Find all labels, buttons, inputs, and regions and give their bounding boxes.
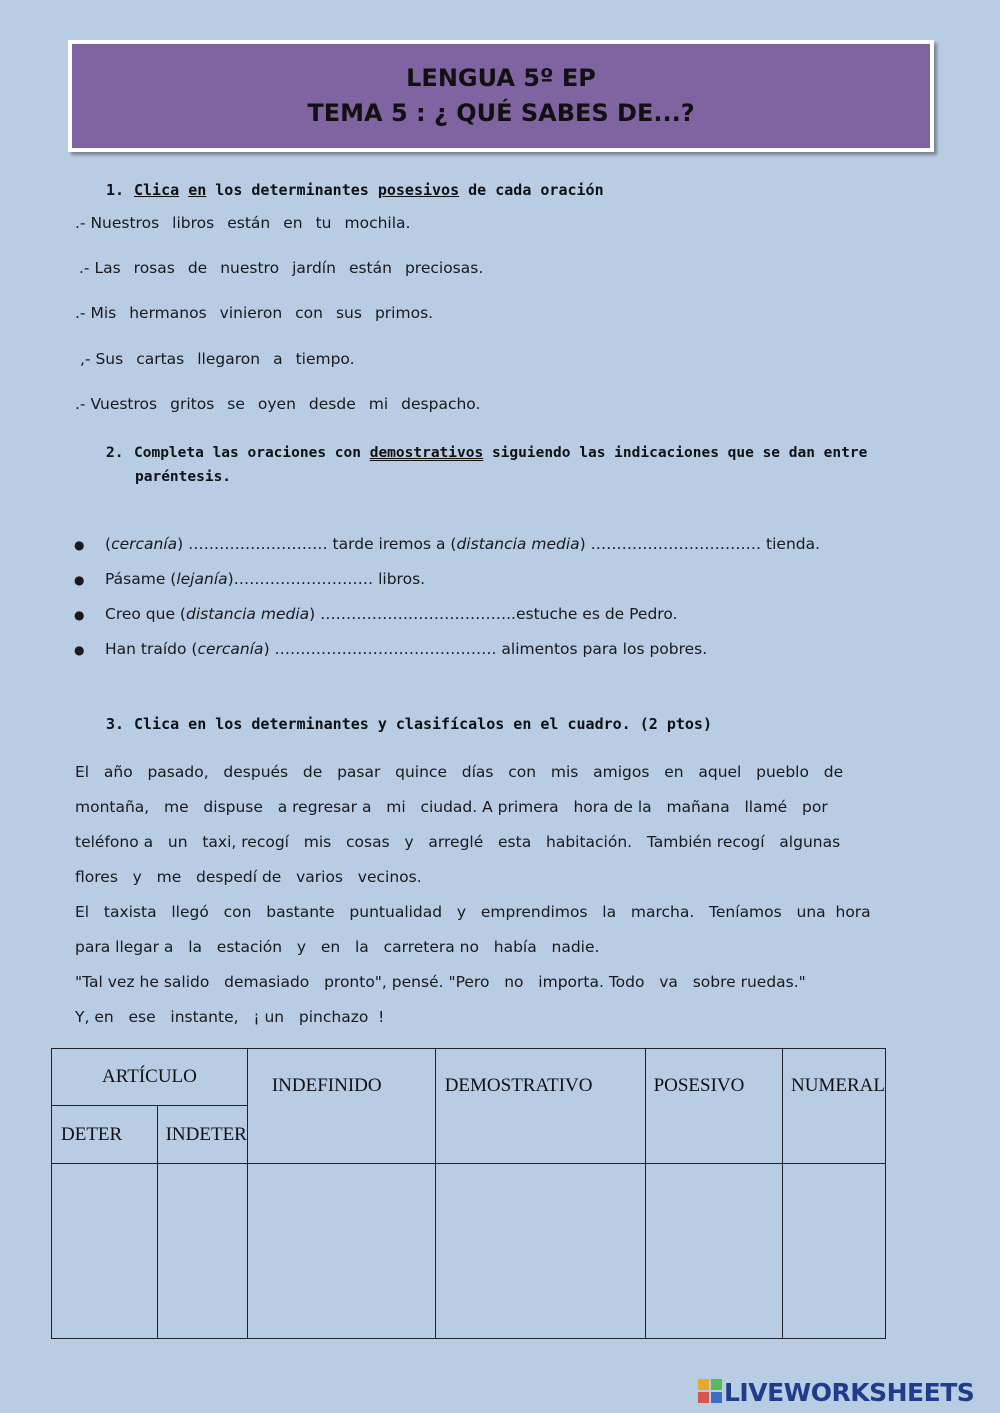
liveworksheets-icon [698, 1379, 722, 1409]
header-deter: DETER [52, 1106, 158, 1164]
word[interactable]: de [187, 259, 208, 277]
word[interactable]: oyen [257, 395, 296, 413]
sentence-5 [75, 395, 493, 413]
word[interactable]: .- Mis [75, 304, 117, 322]
word[interactable]: libros [172, 214, 215, 232]
word[interactable]: desde [308, 395, 356, 413]
sentence-4 [80, 350, 368, 368]
word[interactable]: mochila. [344, 214, 411, 232]
word[interactable]: preciosas. [404, 259, 484, 277]
blank-field[interactable]: ) ……………………… tarde iremos a ( [177, 535, 457, 553]
word[interactable]: primos. [374, 304, 434, 322]
word[interactable]: hermanos [129, 304, 207, 322]
word[interactable]: .- Nuestros [75, 214, 160, 232]
word[interactable]: tiempo. [295, 350, 355, 368]
header-indefinido: INDEFINIDO [247, 1049, 435, 1164]
word[interactable]: a [273, 350, 283, 368]
liveworksheets-logo: LIVEWORKSHEETS [698, 1378, 974, 1409]
bullet-icon: ● [74, 607, 85, 622]
word[interactable]: rosas [133, 259, 175, 277]
blank-field[interactable]: ) ……………………………………. alimentos para los pobres. [263, 640, 708, 658]
sentence-2 [79, 259, 496, 277]
text-line-4[interactable]: flores y me despedí de varios vecinos. [75, 868, 422, 886]
text-line-8[interactable]: Y, en ese instante, ¡ un pinchazo ! [75, 1008, 385, 1026]
subject-title: LENGUA 5º EP [406, 64, 596, 92]
title-banner [68, 40, 934, 152]
topic-title: TEMA 5 : ¿ QUÉ SABES DE...? [307, 99, 695, 127]
question-3-title: 3. Clica en los determinantes y clasifícalos en el cuadro. (2 ptos) [106, 715, 712, 733]
question-3-number: 3. [106, 715, 125, 733]
bullet-icon: ● [74, 572, 85, 587]
header-numeral: NUMERAL [783, 1049, 886, 1164]
drop-cell-deter[interactable] [52, 1164, 158, 1339]
text-line-5[interactable]: El taxista llegó con bastante puntualidad y emprendimos la marcha. Teníamos una hora [75, 903, 871, 921]
word[interactable]: ,- Sus [80, 350, 124, 368]
word[interactable]: en [283, 214, 303, 232]
word[interactable]: cartas [136, 350, 185, 368]
text-line-6[interactable]: para llegar a la estación y en la carretera no había nadie. [75, 938, 600, 956]
header-indeter: INDETER [157, 1106, 247, 1164]
sentence-3 [75, 304, 446, 322]
word[interactable]: sus [335, 304, 362, 322]
word[interactable]: con [295, 304, 323, 322]
blank-field[interactable]: ) …………………………… tienda. [579, 535, 821, 553]
question-2-title: 2. Completa las oraciones con demostrativos siguiendo las indicaciones que se dan entre [106, 445, 868, 461]
blank-field[interactable]: ) ………………………………..estuche es de Pedro. [309, 605, 678, 623]
drop-cell-posesivo[interactable] [645, 1164, 782, 1339]
word[interactable]: se [227, 395, 245, 413]
bullet-icon: ● [74, 642, 85, 657]
word[interactable]: .- Las [79, 259, 121, 277]
question-1-number: 1. [106, 181, 125, 199]
drop-cell-demostrativo[interactable] [435, 1164, 645, 1339]
word[interactable]: nuestro [220, 259, 280, 277]
drop-cell-numeral[interactable] [783, 1164, 886, 1339]
question-1-title: 1. Clica en los determinantes posesivos de cada oración [106, 181, 604, 199]
word[interactable]: gritos [170, 395, 215, 413]
drop-cell-indefinido[interactable] [247, 1164, 435, 1339]
fill-item-2: ● Pásame (lejanía)……………………… libros. [74, 570, 426, 588]
classification-table [51, 1048, 886, 1339]
fill-item-3: ● Creo que (distancia media) ………………………………..estuche es de Pedro. [74, 605, 678, 623]
question-2-title-cont: paréntesis. [135, 469, 232, 485]
text-line-2[interactable]: montaña, me dispuse a regresar a mi ciudad. A primera hora de la mañana llamé por [75, 798, 828, 816]
header-articulo: ARTÍCULO [52, 1049, 248, 1106]
fill-item-4: ● Han traído (cercanía) ……………………………………. alimentos para los pobres. [74, 640, 708, 658]
question-2-number: 2. [106, 445, 124, 461]
sentence-1 [75, 214, 423, 232]
text-line-7[interactable]: "Tal vez he salido demasiado pronto", pensé. "Pero no importa. Todo va sobre ruedas." [75, 973, 806, 991]
word[interactable]: despacho. [401, 395, 481, 413]
header-posesivo: POSESIVO [645, 1049, 782, 1164]
word[interactable]: están [348, 259, 392, 277]
word[interactable]: mi [368, 395, 389, 413]
blank-field[interactable]: )……………………… libros. [227, 570, 426, 588]
word[interactable]: llegaron [197, 350, 261, 368]
word[interactable]: vinieron [219, 304, 283, 322]
text-line-3[interactable]: teléfono a un taxi, recogí mis cosas y arreglé esta habitación. También recogí algunas [75, 833, 841, 851]
header-demostrativo: DEMOSTRATIVO [435, 1049, 645, 1164]
fill-item-1: ● (cercanía) ……………………… tarde iremos a (distancia media) …………………………… tienda. [74, 535, 821, 553]
word[interactable]: jardín [292, 259, 336, 277]
word[interactable]: tu [315, 214, 332, 232]
word[interactable]: están [227, 214, 271, 232]
drop-cell-indeter[interactable] [157, 1164, 247, 1339]
word[interactable]: .- Vuestros [75, 395, 158, 413]
bullet-icon: ● [74, 537, 85, 552]
text-line-1[interactable]: El año pasado, después de pasar quince días con mis amigos en aquel pueblo de [75, 763, 844, 781]
